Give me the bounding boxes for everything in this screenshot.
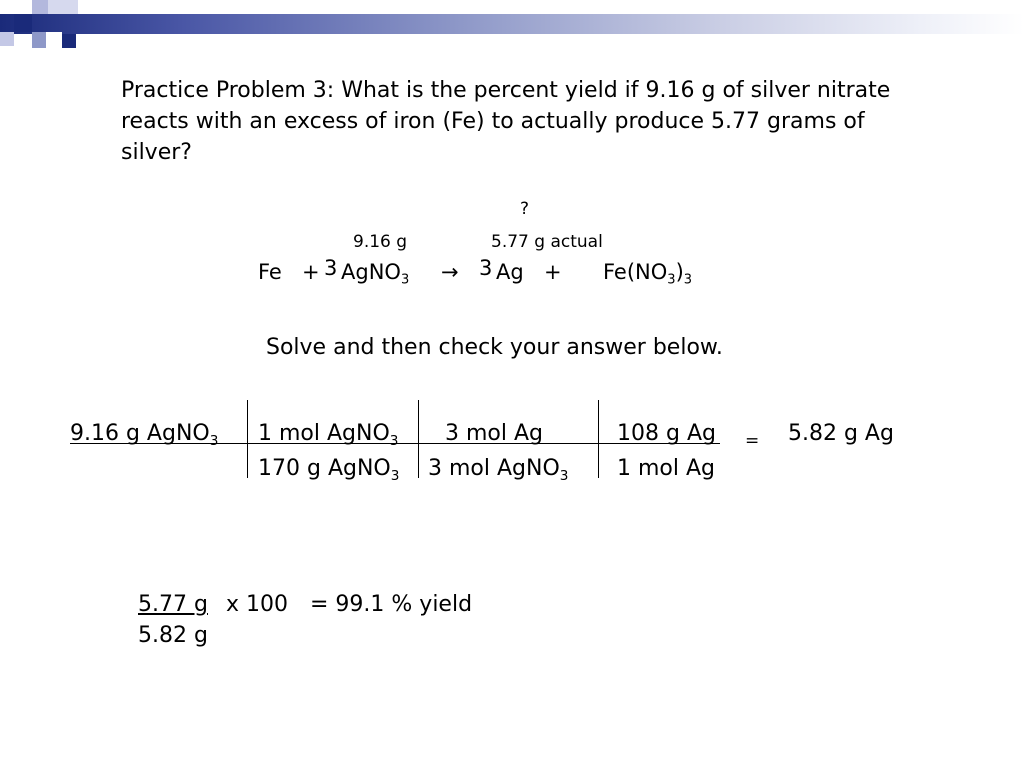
theoretical-yield-result: 5.82 g Ag (788, 421, 894, 446)
problem-line-1: Practice Problem 3: What is the percent yield if 9.16 g of silver nitrate (121, 78, 891, 103)
given-mass-label: 9.16 g (353, 232, 408, 252)
reaction-arrow-icon: → (441, 260, 459, 284)
divider-3 (598, 400, 599, 478)
reactant-fe: Fe (258, 260, 282, 284)
percent-yield-result: = 99.1 % yield (310, 592, 473, 617)
unknown-question-mark: ? (520, 199, 530, 219)
product-ag: Ag (496, 260, 524, 284)
coefficient-agno3: 3 (324, 256, 338, 280)
plus-sign-1: + (302, 260, 320, 284)
reactant-agno3: AgNO$_3$ (341, 260, 410, 288)
header-gradient-bar (0, 14, 1024, 34)
factor1-numerator: 1 mol AgNO$_3$ (258, 421, 399, 449)
actual-mass-label: 5.77 g actual (491, 232, 603, 252)
header-square-light (0, 32, 14, 46)
instruction-text: Solve and then check your answer below. (266, 335, 723, 360)
problem-line-2: reacts with an excess of iron (Fe) to actually produce 5.77 grams of (121, 109, 865, 134)
yield-numerator: 5.77 g (138, 592, 208, 617)
plus-sign-2: + (544, 260, 562, 284)
equals-sign: = (745, 431, 760, 451)
divider-1 (247, 400, 248, 478)
factor2-denominator: 3 mol AgNO$_3$ (428, 456, 569, 484)
factor1-denominator: 170 g AgNO$_3$ (258, 456, 400, 484)
header-square-dark (62, 34, 76, 48)
header-square-mid (32, 32, 46, 48)
header-square-light (32, 0, 48, 14)
problem-line-3: silver? (121, 140, 192, 165)
coefficient-ag: 3 (479, 256, 493, 280)
factor2-numerator: 3 mol Ag (445, 421, 544, 446)
divider-2 (418, 400, 419, 478)
yield-multiplier: x 100 (226, 592, 289, 617)
start-quantity: 9.16 g AgNO$_3$ (70, 421, 219, 449)
yield-denominator: 5.82 g (138, 623, 208, 648)
header-square-light (46, 32, 62, 46)
product-fe-no3-3: $Fe(NO_3)_3$ (603, 260, 693, 288)
factor3-numerator: 108 g Ag (617, 421, 716, 446)
header-square-dark (14, 14, 32, 32)
header-square-light (48, 0, 78, 14)
factor3-denominator: 1 mol Ag (617, 456, 716, 481)
